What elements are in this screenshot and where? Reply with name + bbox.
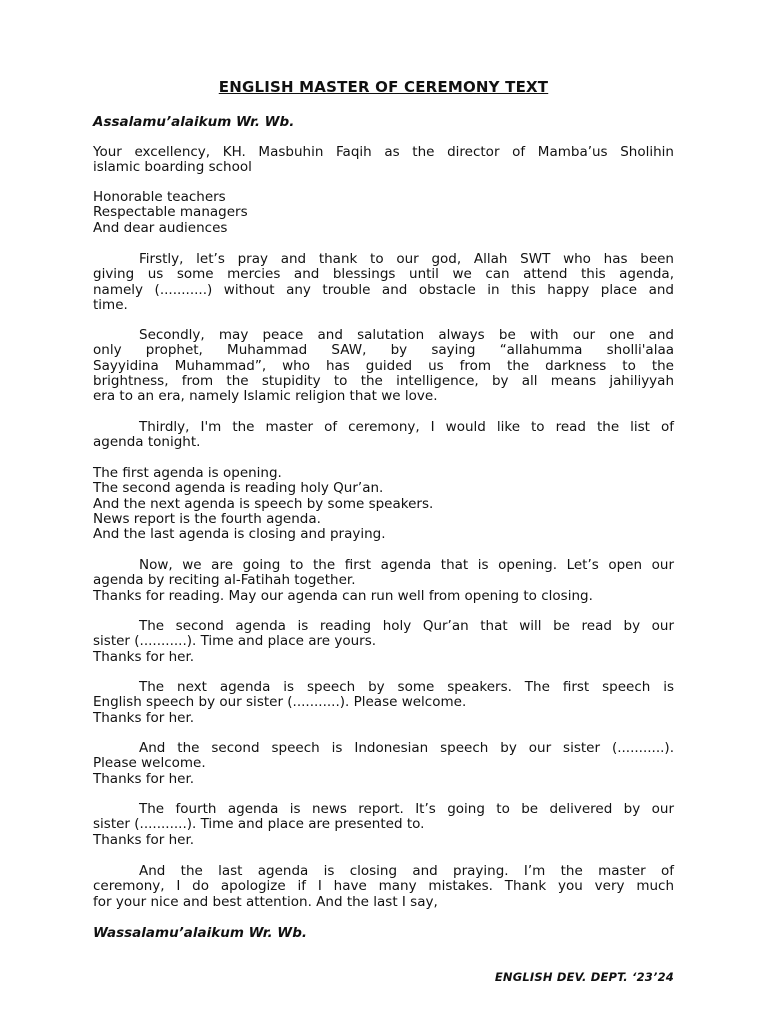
paragraph-line: The fourth agenda is news report. It’s going to be delivered by our bbox=[139, 801, 674, 817]
paragraph-line: Thanks for her. bbox=[93, 770, 195, 787]
paragraph-line: ceremony, I do apologize if I have many mistakes. Thank you very much bbox=[93, 878, 674, 895]
paragraph-line: Thanks for her. bbox=[93, 831, 195, 848]
paragraph-line: Thirdly, I'm the master of ceremony, I would like to read the list of bbox=[139, 419, 674, 435]
paragraph-line: era to an era, namely Islamic religion that we love. bbox=[93, 388, 438, 405]
paragraph-quran-agenda bbox=[93, 619, 674, 665]
paragraph-line: Thanks for reading. May our agenda can run well from opening to closing. bbox=[93, 587, 593, 604]
paragraph-line: Now, we are going to the first agenda that is opening. Let’s open our bbox=[139, 557, 674, 573]
paragraph-firstly bbox=[93, 252, 674, 313]
paragraph-english-speech bbox=[93, 680, 674, 726]
paragraph-line: namely (...........) without any trouble and obstacle in this happy place and bbox=[93, 281, 674, 298]
paragraph-line: agenda by reciting al-Fatihah together. bbox=[93, 572, 356, 589]
paragraph-news-report bbox=[93, 802, 674, 848]
footer-department: ENGLISH DEV. DEPT. ‘23’24 bbox=[494, 970, 674, 984]
opening-greeting: Assalamu’alaikum Wr. Wb. bbox=[93, 114, 295, 130]
paragraph-secondly bbox=[93, 328, 674, 404]
paragraph-line: for your nice and best attention. And the last I say, bbox=[93, 893, 438, 910]
paragraph-line: agenda tonight. bbox=[93, 434, 201, 451]
paragraph-line: Thanks for her. bbox=[93, 709, 195, 726]
agenda-item: And the last agenda is closing and praying. bbox=[93, 526, 386, 543]
paragraph-line: Thanks for her. bbox=[93, 648, 195, 665]
paragraph-indonesian-speech bbox=[93, 741, 674, 787]
paragraph-line: sister (...........). Time and place are presented to. bbox=[93, 816, 425, 833]
paragraph-line: giving us some mercies and blessings until we can attend this agenda, bbox=[93, 266, 674, 283]
agenda-item: And the next agenda is speech by some speakers. bbox=[93, 495, 434, 512]
paragraph-line: brightness, from the stupidity to the intelligence, by all means jahiliyyah bbox=[93, 372, 674, 389]
paragraph-line: only prophet, Muhammad SAW, by saying “allahumma sholli'alaa bbox=[93, 342, 674, 359]
paragraph-closing bbox=[93, 864, 674, 910]
audience-item: Honorable teachers bbox=[93, 189, 226, 205]
address-line: Your excellency, KH. Masbuhin Faqih as the director of Mamba’us Sholihin bbox=[93, 144, 674, 160]
paragraph-line: English speech by our sister (...........). Please welcome. bbox=[93, 694, 467, 711]
paragraph-line: And the second speech is Indonesian speech by our sister (...........). bbox=[139, 740, 674, 756]
audience-item: And dear audiences bbox=[93, 219, 228, 236]
paragraph-line: time. bbox=[93, 296, 128, 313]
paragraph-line: Firstly, let’s pray and thank to our god, Allah SWT who has been bbox=[139, 251, 674, 267]
agenda-item: News report is the fourth agenda. bbox=[93, 510, 321, 527]
document-page bbox=[93, 0, 674, 1024]
address-line: islamic boarding school bbox=[93, 159, 252, 176]
paragraph-line: The next agenda is speech by some speakers. The first speech is bbox=[139, 679, 674, 695]
agenda-item: The first agenda is opening. bbox=[93, 465, 282, 481]
paragraph-line: sister (...........). Time and place are yours. bbox=[93, 633, 377, 650]
audience-list bbox=[93, 190, 674, 236]
paragraph-line: Please welcome. bbox=[93, 755, 206, 772]
agenda-item: The second agenda is reading holy Qur’an. bbox=[93, 480, 384, 497]
paragraph-line: And the last agenda is closing and praying. I’m the master of bbox=[139, 863, 674, 879]
agenda-list bbox=[93, 466, 674, 542]
paragraph-line: Sayyidina Muhammad”, who has guided us from the darkness to the bbox=[93, 357, 674, 374]
audience-item: Respectable managers bbox=[93, 204, 248, 221]
paragraph-line: The second agenda is reading holy Qur’an that will be read by our bbox=[139, 618, 674, 634]
paragraph-line: Secondly, may peace and salutation always be with our one and bbox=[139, 327, 674, 343]
paragraph-opening-agenda bbox=[93, 558, 674, 604]
closing-greeting: Wassalamu’alaikum Wr. Wb. bbox=[93, 925, 307, 941]
document-title: ENGLISH MASTER OF CEREMONY TEXT bbox=[218, 78, 549, 96]
paragraph-thirdly bbox=[93, 420, 674, 451]
address-paragraph bbox=[93, 145, 674, 176]
